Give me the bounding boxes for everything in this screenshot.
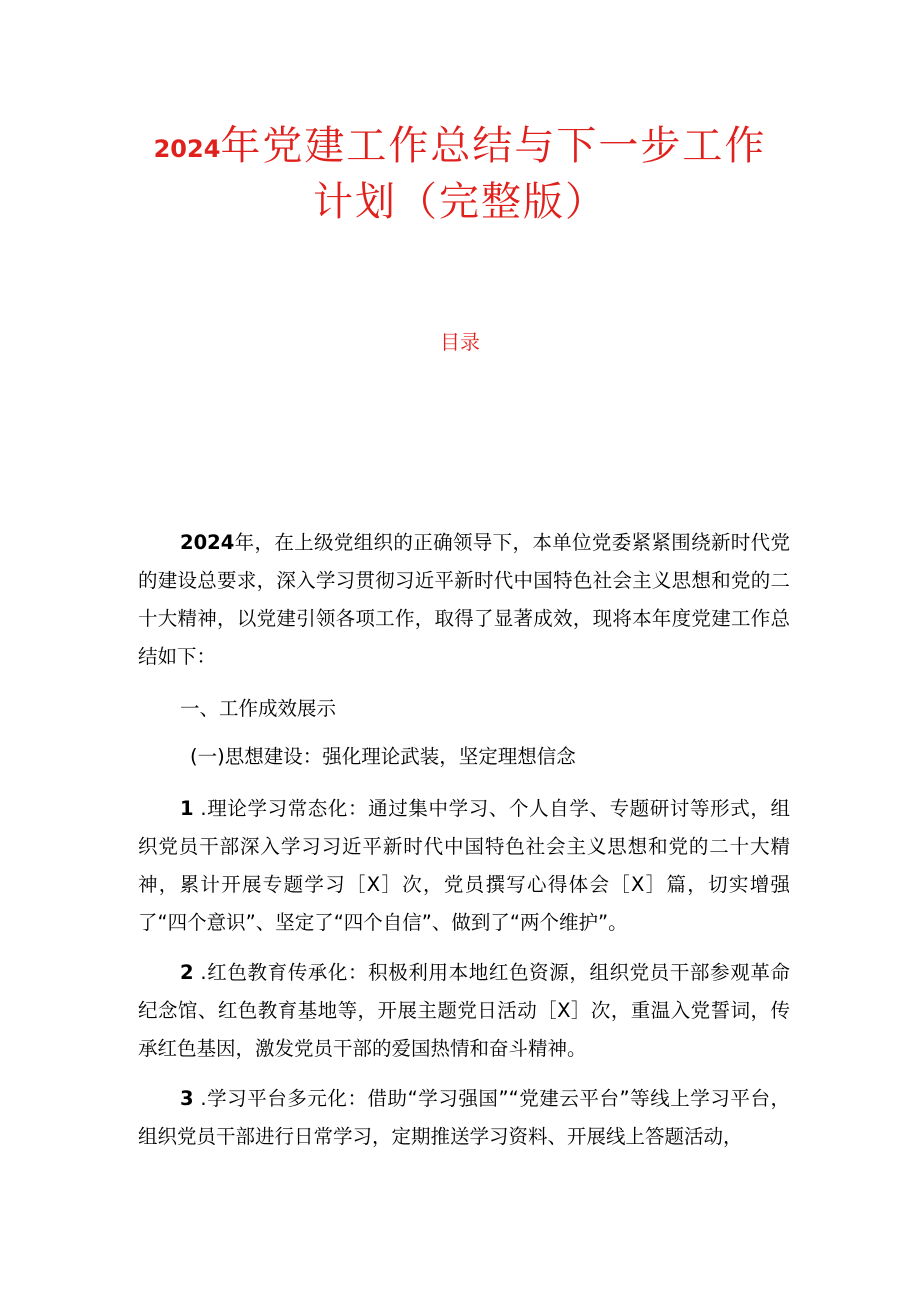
list-item-text: .红色教育传承化：积极利用本地红色资源，组织党员干部参观革命纪念馆、红色教育基地等，开展主题党日活动［X］次，重温入党誓词，传承红色基因，激发党员干部的爱国热情和奋斗精神。 [138, 961, 791, 1060]
title-year: 2024 [153, 135, 221, 163]
intro-text: 年，在上级党组织的正确领导下，本单位党委紧紧围绕新时代党的建设总要求，深入学习贯彻习近平新时代中国特色社会主义思想和党的二十大精神，以党建引领各项工作，取得了显著成效，现将本年度党建工作总结如下： [138, 531, 790, 668]
list-item [138, 790, 790, 942]
list-item-text: .理论学习常态化：通过集中学习、个人自学、专题研讨等形式，组织党员干部深入学习习近平新时代中国特色社会主义思想和党的二十大精神，累计开展专题学习［X］次，党员撰写心得体会［X］篇，切实增强了“四个意识”、坚定了“四个自信”、做到了“两个维护”。 [138, 797, 791, 934]
document-title-line-1 [0, 114, 920, 171]
list-item [138, 1080, 790, 1156]
list-item-text: .学习平台多元化：借助“学习强国”“党建云平台”等线上学习平台，组织党员干部进行日常学习，定期推送学习资料、开展线上答题活动， [138, 1087, 791, 1148]
table-of-contents-label: 目录 [440, 330, 480, 354]
list-item-number: 2 [180, 961, 194, 984]
list-item-number: 1 [180, 797, 194, 820]
intro-paragraph [138, 524, 790, 676]
document-title-line-2: 计划（完整版） [313, 179, 607, 225]
intro-year: 2024 [180, 531, 235, 554]
section-heading-1: 一、工作成效展示 [180, 697, 337, 720]
subsection-heading-1: (一)思想建设：强化理论武装，坚定理想信念 [190, 745, 576, 768]
title-line-1-text: 年党建工作总结与下一步工作 [220, 123, 767, 169]
list-item [138, 954, 790, 1068]
list-item-number: 3 [180, 1087, 194, 1110]
